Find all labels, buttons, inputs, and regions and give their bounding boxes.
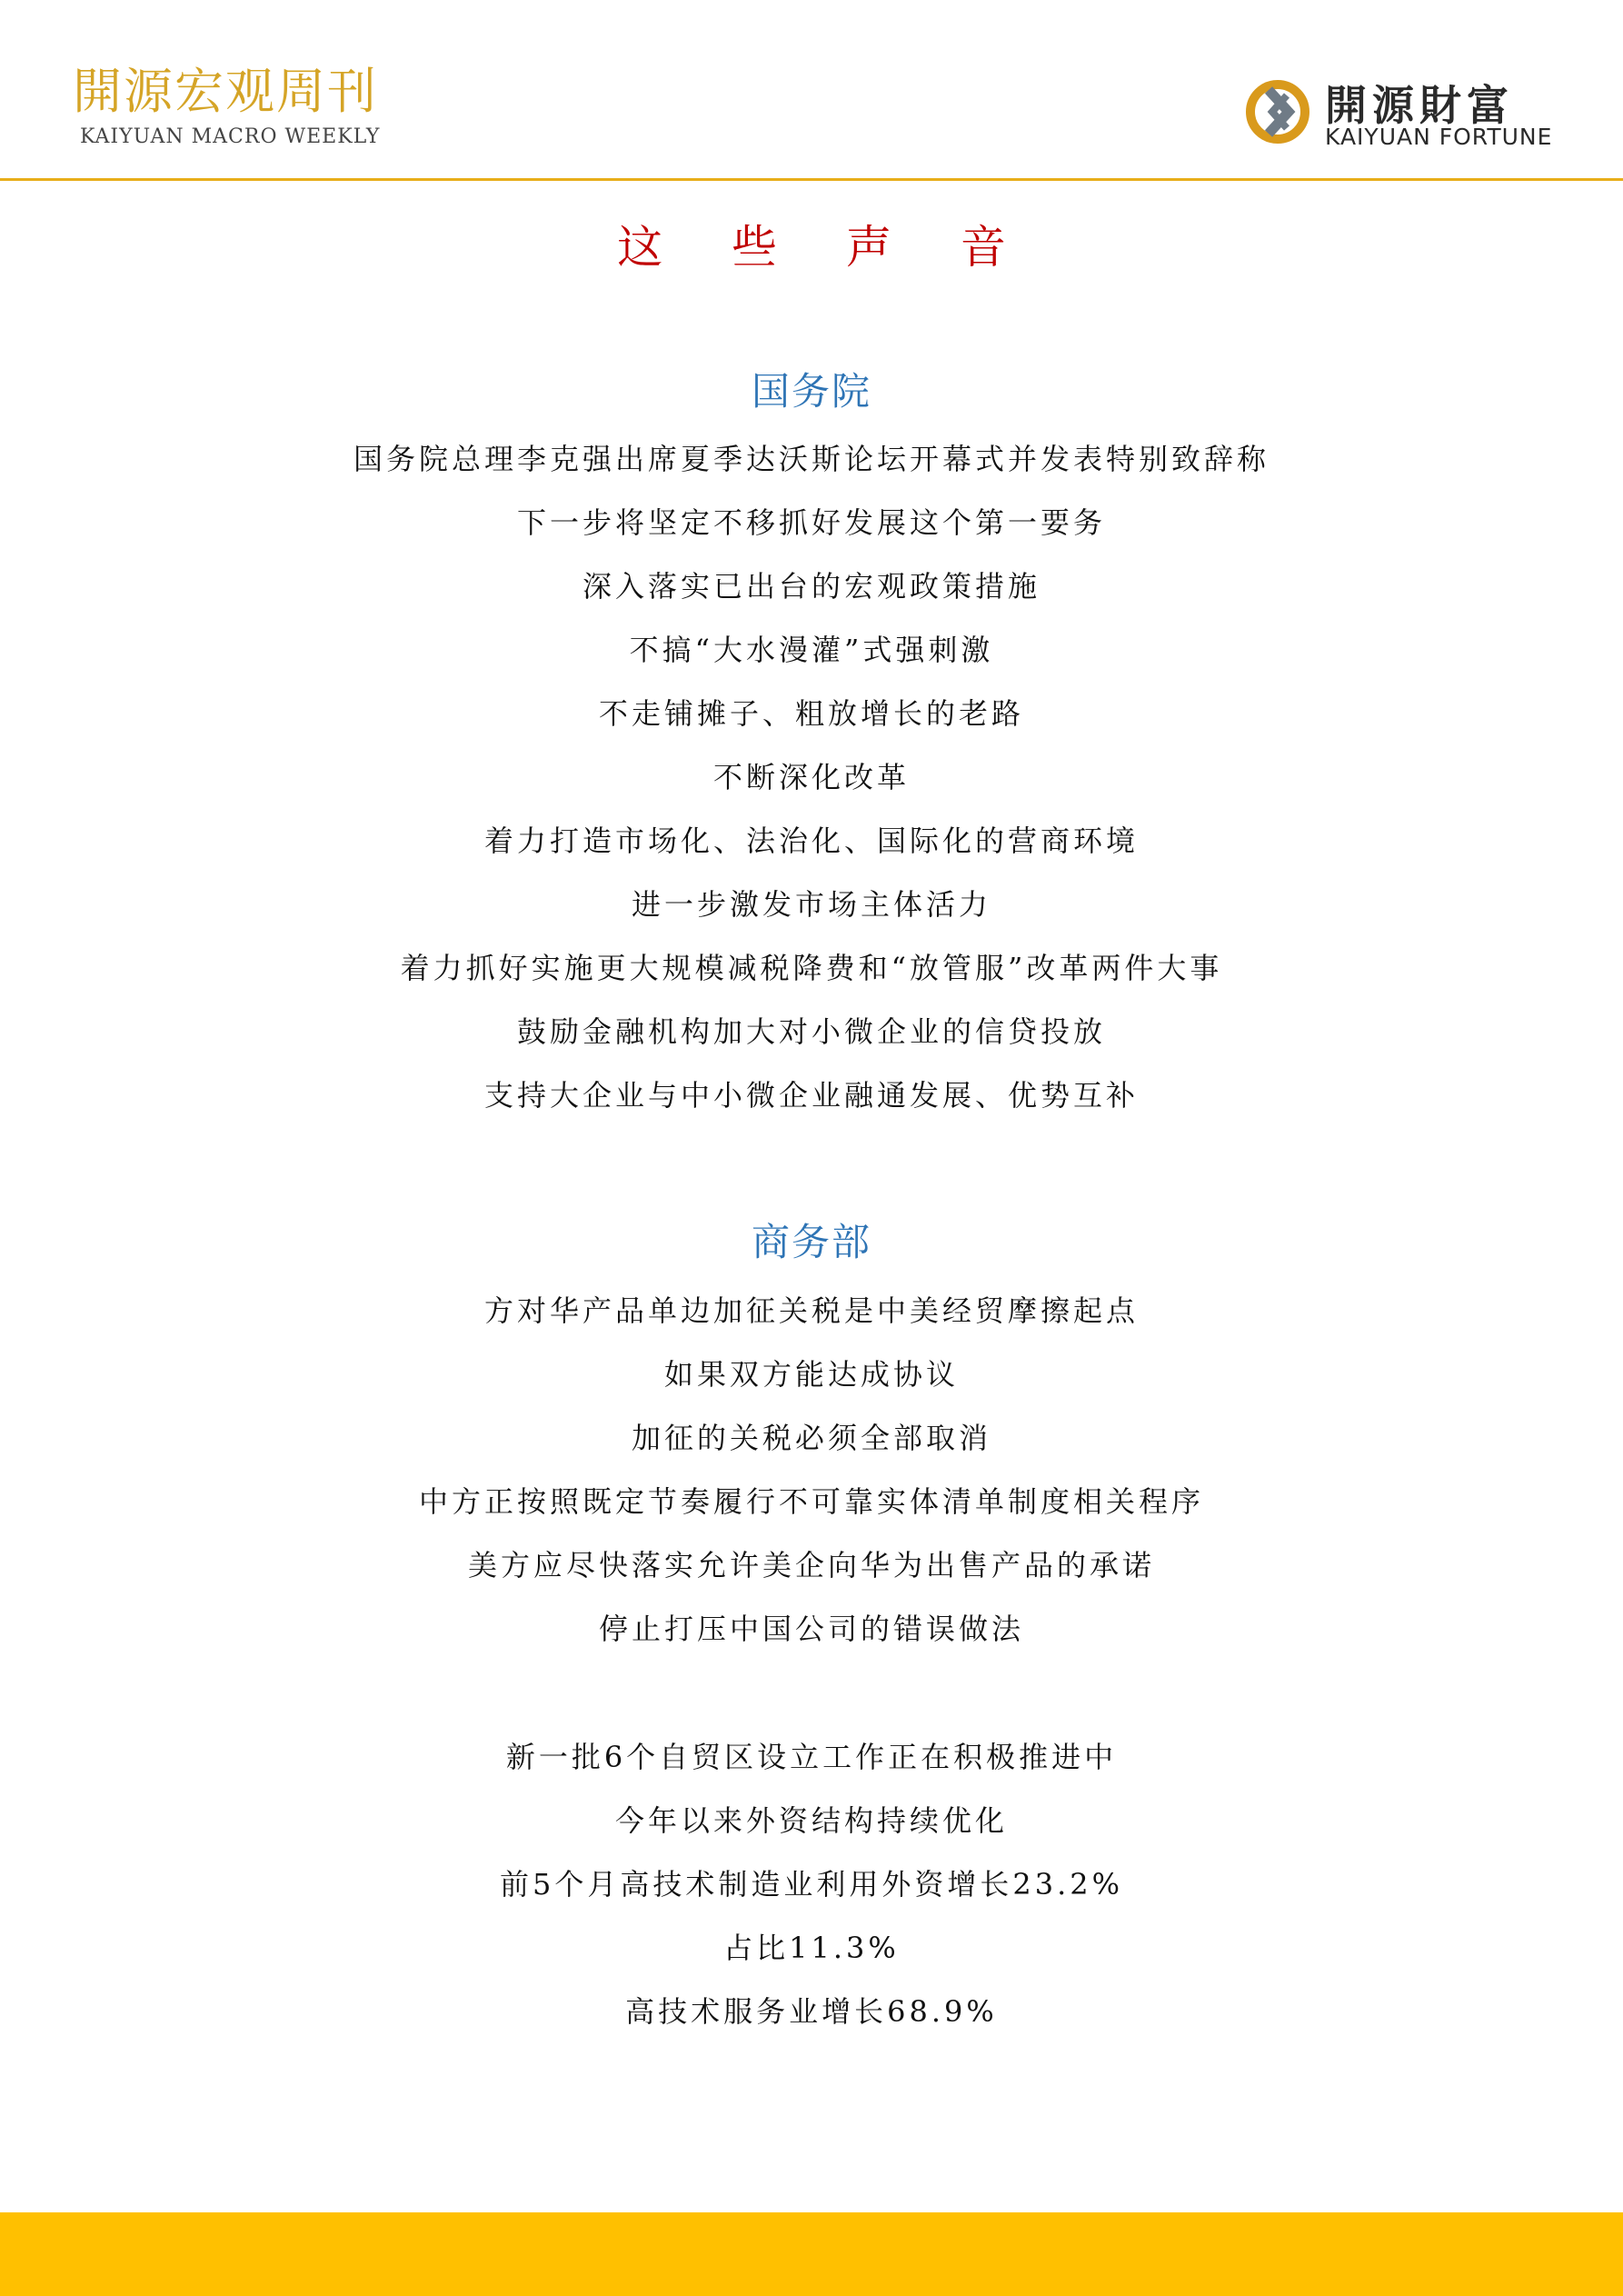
quote-line: 不断深化改革 [712,760,910,794]
brand-title-en: KAIYUAN MACRO WEEKLY [80,125,381,148]
section-title-commerce-ministry: 商务部 [751,1220,871,1264]
quote-line: 支持大企业与中小微企业融通发展、优势互补 [483,1078,1139,1113]
quote-line: 下一步将坚定不移抓好发展这个第一要务 [516,505,1106,540]
quote-line: 进一步激发市场主体活力 [631,887,991,922]
quote-line: 新一批6个自贸区设立工作正在积极推进中 [505,1740,1118,1774]
quote-line: 今年以来外资结构持续优化 [614,1803,1008,1838]
quote-line: 中方正按照既定节奏履行不可靠实体清单制度相关程序 [418,1484,1204,1519]
kaiyuan-k-logo-icon [1241,75,1314,148]
quote-line: 着力抓好实施更大规模减税降费和“放管服”改革两件大事 [400,951,1223,985]
logo-text-en: KAIYUAN FORTUNE [1325,124,1553,150]
quote-line: 国务院总理李克强出席夏季达沃斯论坛开幕式并发表特别致辞称 [353,442,1270,476]
quote-line: 美方应尽快落实允许美企向华为出售产品的承诺 [467,1548,1155,1582]
quote-line: 高技术服务业增长68.9% [625,1994,998,2029]
commerce-quotes [0,1279,1623,1661]
page-header [0,0,1623,182]
quote-line: 占比11.3% [723,1931,900,1965]
kaiyuan-fortune-logo [1241,73,1559,155]
page-title: 这 些 声 音 [617,221,1033,274]
quote-line: 不搞“大水漫灌”式强刺激 [629,633,994,667]
commerce-quotes-continued [0,1725,1623,2043]
section-title-state-council: 国务院 [751,369,871,414]
quote-line: 如果双方能达成协议 [663,1357,959,1392]
quote-line: 方对华产品单边加征关税是中美经贸摩擦起点 [483,1293,1139,1328]
quote-line: 深入落实已出台的宏观政策措施 [582,569,1041,604]
header-divider [0,178,1623,181]
state-council-quotes [0,427,1623,1127]
quote-line: 前5个月高技术制造业利用外资增长23.2% [499,1867,1124,1902]
quote-line: 着力打造市场化、法治化、国际化的营商环境 [483,824,1139,858]
brand-title-cn: 開源宏观周刊 [73,63,378,120]
quote-line: 停止打压中国公司的错误做法 [598,1612,1024,1646]
quote-line: 加征的关税必须全部取消 [631,1421,991,1455]
quote-line: 鼓励金融机构加大对小微企业的信贷投放 [516,1014,1106,1049]
footer-bar [0,2212,1623,2296]
logo-text-cn: 開源財富 [1325,81,1514,130]
quote-line: 不走铺摊子、粗放增长的老路 [598,696,1024,731]
